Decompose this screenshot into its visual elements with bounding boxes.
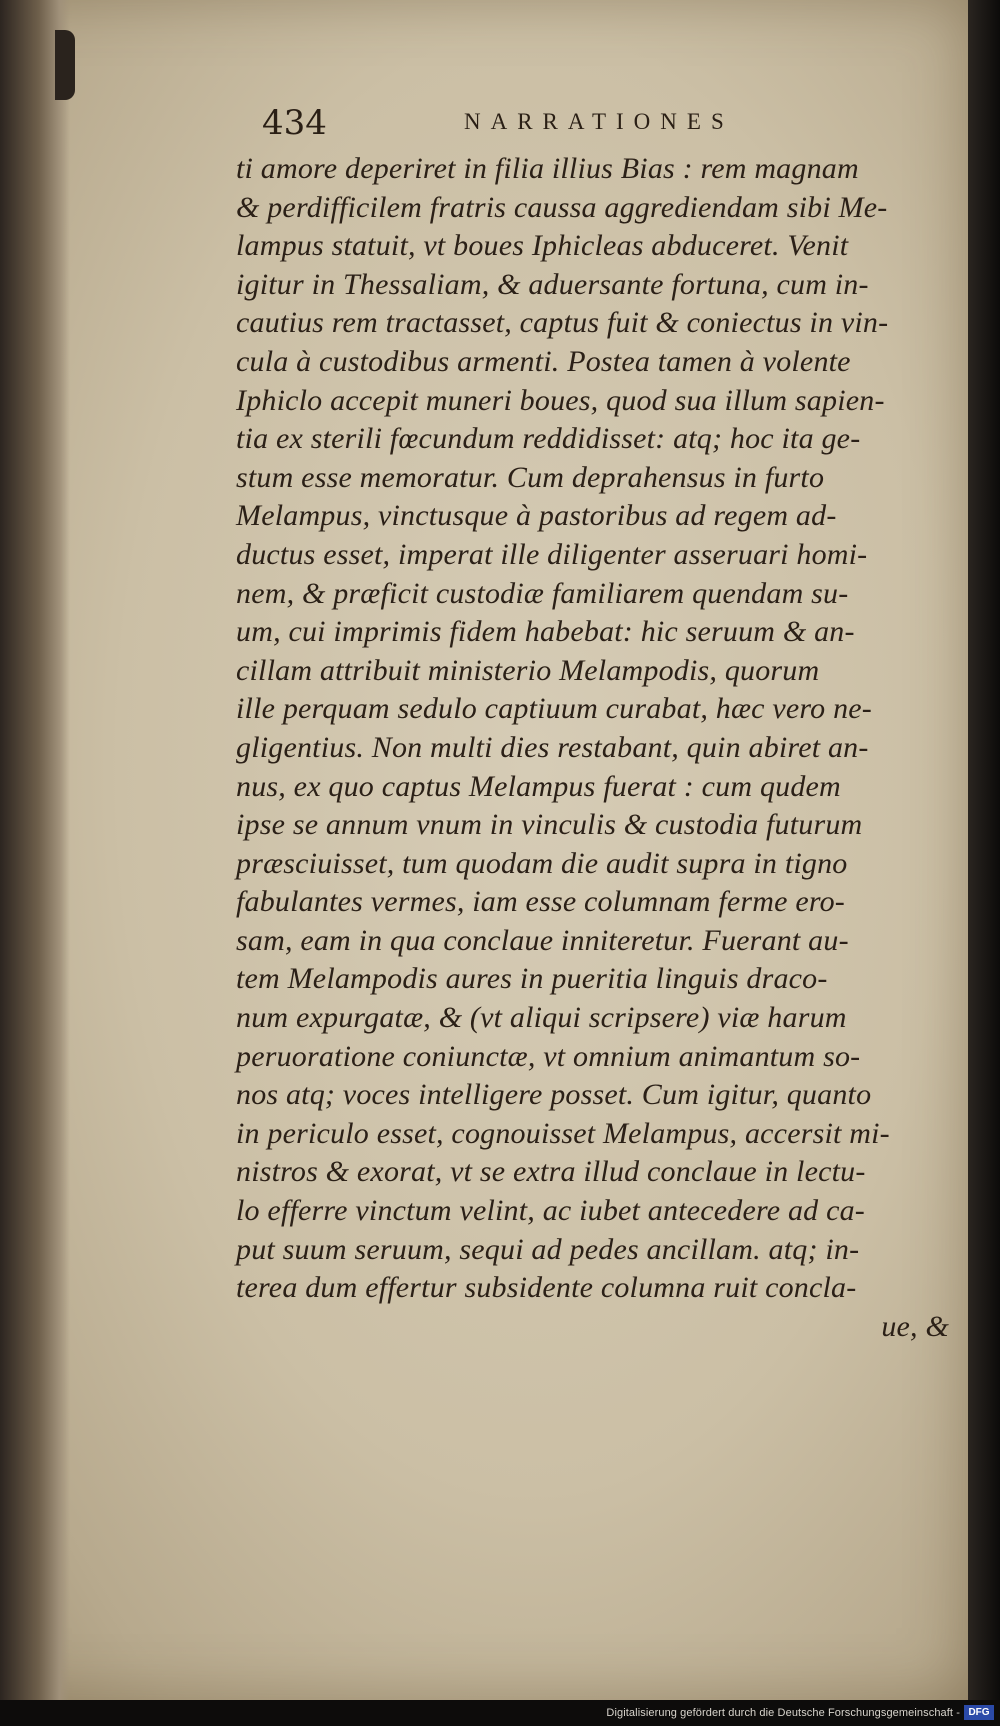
text-line: put suum seruum, sequi ad pedes ancillam. atq; in- [236, 1232, 860, 1266]
text-line: nos atq; voces intelligere posset. Cum igitur, quanto [236, 1078, 872, 1112]
text-line: sam, eam in qua conclaue inniteretur. Fuerant au- [236, 923, 849, 957]
page-number: 434 [262, 103, 327, 143]
running-head: NARRATIONES [464, 109, 734, 134]
text-line: num expurgatæ, & (vt aliqui scripsere) viæ harum [236, 1001, 847, 1035]
text-line: tia ex sterili fœcundum reddidisset: atq; hoc ita ge- [236, 422, 861, 456]
text-line: ille perquam sedulo captiuum curabat, hæc vero ne- [236, 692, 872, 726]
text-line: ductus esset, imperat ille diligenter asseruari homi- [236, 537, 868, 571]
digitization-credit: Digitalisierung gefördert durch die Deutsche Forschungsgemeinschaft - [606, 1707, 960, 1719]
text-line: nus, ex quo captus Melampus fuerat : cum qudem [236, 769, 841, 803]
text-line: fabulantes vermes, iam esse columnam ferme ero- [236, 885, 845, 919]
text-line: & perdifficilem fratris caussa aggrediendam sibi Me- [236, 190, 888, 224]
book-spine [0, 0, 70, 1700]
text-line: ti amore deperiret in filia illius Bias : rem magnam [236, 152, 859, 185]
text-line: lo efferre vinctum velint, ac iubet antecedere ad ca- [236, 1194, 865, 1228]
text-line: cautius rem tractasset, captus fuit & coniectus in vin- [236, 306, 889, 340]
text-line: nem, & præficit custodiæ familiarem quendam su- [236, 576, 849, 610]
text-line: um, cui imprimis fidem habebat: hic seruum & an- [236, 615, 855, 649]
text-line: terea dum effertur subsidente columna ruit concla- [236, 1271, 857, 1305]
text-line: Iphiclo accepit muneri boues, quod sua illum sapien- [236, 383, 885, 417]
catchword: ue, & [881, 1309, 949, 1343]
text-line: nistros & exorat, vt se extra illud conclaue in lectu- [236, 1155, 866, 1189]
text-line: cillam attribuit ministerio Melampodis, quorum [236, 653, 820, 687]
page-header [262, 103, 862, 143]
text-block [236, 150, 961, 1346]
spine-mark [55, 30, 75, 100]
text-line: cula à custodibus armenti. Postea tamen à volente [236, 344, 851, 378]
text-line: stum esse memoratur. Cum deprahensus in furto [236, 460, 825, 494]
text-line: præsciuisset, tum quodam die audit supra in tigno [236, 846, 848, 880]
text-line: peruoratione coniunctæ, vt omnium animantum so- [236, 1039, 861, 1073]
book-edge-right [968, 0, 1000, 1726]
text-line: igitur in Thessaliam, & aduersante fortuna, cum in- [236, 267, 869, 301]
text-line: tem Melampodis aures in pueritia linguis draco- [236, 962, 828, 996]
text-line: lampus statuit, vt boues Iphicleas abduceret. Venit [236, 229, 849, 263]
text-line: ipse se annum vnum in vinculis & custodia futurum [236, 808, 863, 842]
dfg-logo-icon: DFG [964, 1705, 994, 1720]
text-line: gligentius. Non multi dies restabant, quin abiret an- [236, 730, 869, 764]
text-line: in periculo esset, cognouisset Melampus, accersit mi- [236, 1116, 890, 1150]
text-line: Melampus, vinctusque à pastoribus ad regem ad- [236, 499, 837, 533]
